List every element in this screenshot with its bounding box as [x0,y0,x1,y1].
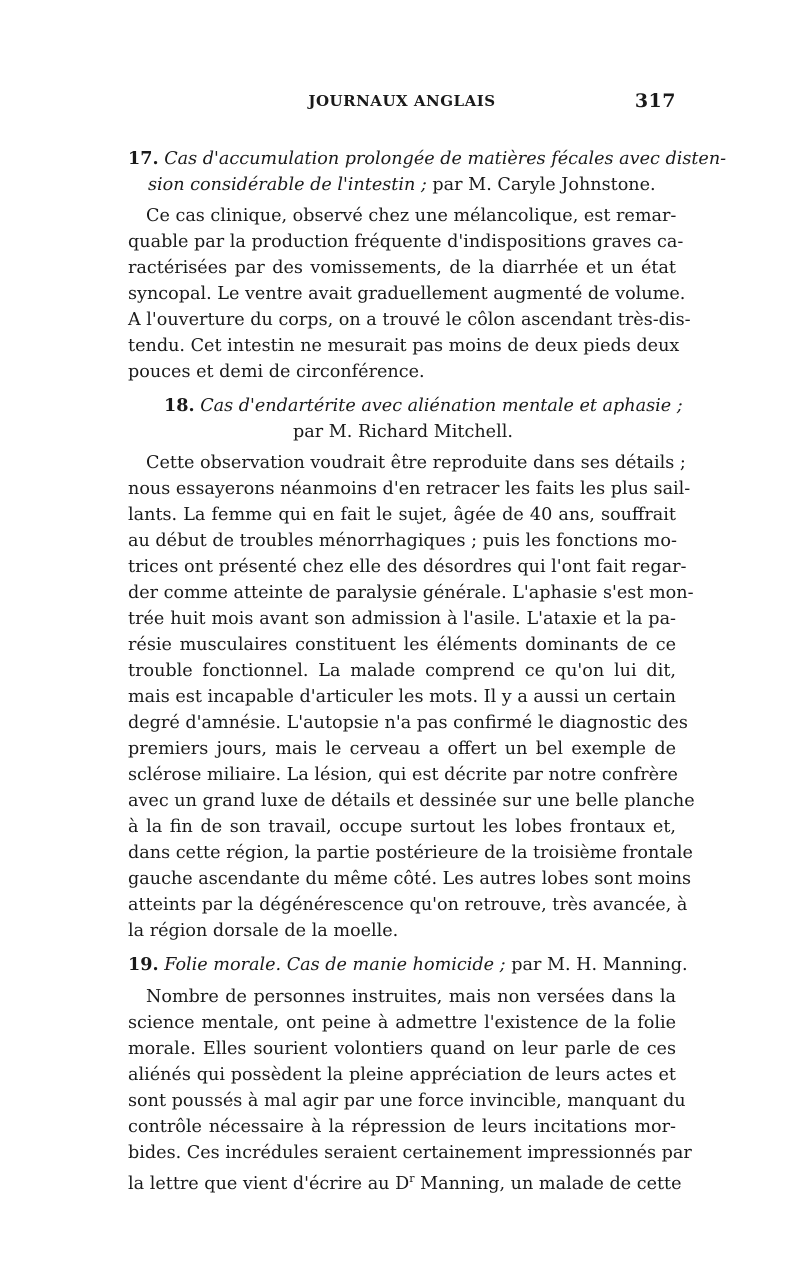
section-18-body-line: au début de troubles ménorrhagiques ; puis les fonctions mo- [128,531,677,551]
running-title: JOURNAUX ANGLAIS [308,92,496,110]
section-18-body-line: mais est incapable d'articuler les mots. Il y a aussi un certain [128,687,676,707]
section-17-body-line: quable par la production fréquente d'indispositions graves ca- [128,232,684,252]
section-18-body-line: nous essayerons néanmoins d'en retracer les faits les plus sail- [128,479,691,499]
section-18-body-line: der comme atteinte de paralysie générale. L'aphasie s'est mon- [128,583,694,603]
section-18-body-line: avec un grand luxe de détails et dessinée sur une belle planche [128,791,695,811]
section-18-author: par M. Richard Mitchell. [293,422,513,442]
section-17-body-line: syncopal. Le ventre avait graduellement augmenté de volume. [128,284,686,304]
section-18-body-line: dans cette région, la partie postérieure de la troisième frontale [128,843,693,863]
section-18-body-line: degré d'amnésie. L'autopsie n'a pas confirmé le diagnostic des [128,713,688,733]
section-19-body-line: contrôle nécessaire à la répression de leurs incitations mor- [128,1117,676,1137]
section-number: 17. [128,148,159,169]
section-18-body-line: résie musculaires constituent les éléments dominants de ce [128,635,676,655]
section-19-heading: 19. Folie morale. Cas de manie homicide ; par M. H. Manning. [128,954,688,975]
section-18-body-line: à la fin de son travail, occupe surtout les lobes frontaux et, [128,817,676,837]
section-18-body-line: la région dorsale de la moelle. [128,921,399,941]
section-18-body-line: gauche ascendante du même côté. Les autres lobes sont moins [128,869,692,889]
section-19-body-line: la lettre que vient d'écrire au $D^r$ Manning, un malade de cette [128,1172,682,1194]
section-17-body-line: tendu. Cet intestin ne mesurait pas moins de deux pieds deux [128,336,680,356]
section-17-heading-line-2: sion considérable de l'intestin ; par M. Caryle Johnstone. [148,175,656,195]
section-17-body-line: ractérisées par des vomissements, de la diarrhée et un état [128,258,676,278]
section-18-heading-line-1: 18. Cas d'endartérite avec aliénation mentale et aphasie ; [164,395,683,416]
section-19-body-line: Nombre de personnes instruites, mais non versées dans la [146,987,676,1007]
section-17-body-line: Ce cas clinique, observé chez une mélancolique, est remar- [146,206,677,226]
section-19-body-line: sont poussés à mal agir par une force invincible, manquant du [128,1091,686,1111]
section-18-body-line: sclérose miliaire. La lésion, qui est décrite par notre confrère [128,765,678,785]
section-19-body-line: science mentale, ont peine à admettre l'existence de la folie [128,1013,676,1033]
section-17-body-line: A l'ouverture du corps, on a trouvé le côlon ascendant très-dis- [128,310,691,330]
section-18-body-line: atteints par la dégénérescence qu'on retrouve, très avancée, à [128,895,688,915]
section-19-body-line: aliénés qui possèdent la pleine appréciation de leurs actes et [128,1065,676,1085]
section-18-body-line: Cette observation voudrait être reproduite dans ses détails ; [146,453,686,473]
section-19-body-line: morale. Elles sourient volontiers quand on leur parle de ces [128,1039,676,1059]
section-17-body-line: pouces et demi de circonférence. [128,362,425,382]
running-header [128,92,676,122]
section-18-body-line: trouble fonctionnel. La malade comprend ce qu'on lui dit, [128,661,676,681]
section-18-body-line: premiers jours, mais le cerveau a offert un bel exemple de [128,739,676,759]
section-18-body-line: trée huit mois avant son admission à l'asile. L'ataxie et la pa- [128,609,676,629]
section-18-body-line: trices ont présenté chez elle des désordres qui l'ont fait regar- [128,557,687,577]
section-18-body-line: lants. La femme qui en fait le sujet, âgée de 40 ans, souffrait [128,505,676,525]
section-19-body-line: bides. Ces incrédules seraient certainement impressionnés par [128,1143,692,1163]
section-17-heading-line-1: 17. Cas d'accumulation prolongée de matières fécales avec disten- [128,148,727,169]
page-number: 317 [634,90,676,112]
